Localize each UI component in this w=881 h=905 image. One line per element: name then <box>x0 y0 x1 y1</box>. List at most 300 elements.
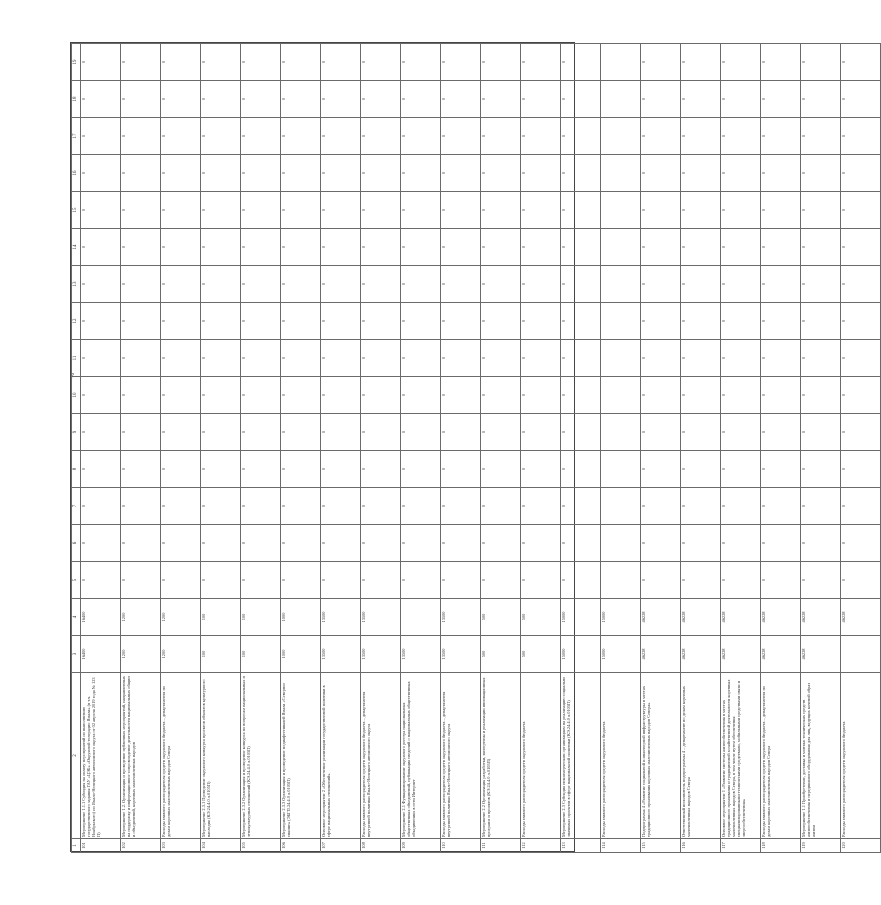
year-value-cell: 0 <box>481 81 521 118</box>
year-value-cell: 0 <box>761 81 801 118</box>
year-value-cell: 0 <box>281 118 321 155</box>
year-value-cell: 0 <box>361 525 401 562</box>
year-value-cell: 0 <box>841 340 881 377</box>
row-description-cell: Расходы главного распорядителя средств окружного бюджета <box>601 673 641 839</box>
year-value-cell: 0 <box>81 340 121 377</box>
column-number-1: 1 <box>72 839 81 853</box>
year-value-cell: 0 <box>681 414 721 451</box>
column-number-11: 11 <box>72 340 81 377</box>
year-value-cell: 0 <box>281 525 321 562</box>
year-value-cell: 0 <box>321 414 361 451</box>
row-number-cell: 117 <box>721 839 761 853</box>
row-description-cell: Мероприятие 1.1.1 Субсидия на оплату мероприятий по выполнению государственного задания ГАУ «ЦЭБ» «Окружной телерадио Ямала» (в т.ч. Ноябрьского) по Ямало-Ненецкого автономного округа от 02 апреля 2019 года № 123 П) <box>81 673 121 839</box>
table-row <box>761 44 801 853</box>
year-value-cell: 0 <box>401 44 441 81</box>
year-value-cell: 0 <box>281 451 321 488</box>
year-value-cell: 0 <box>481 488 521 525</box>
year-value-cell: 0 <box>281 562 321 599</box>
year-value-cell: 0 <box>321 229 361 266</box>
year-value-cell: 0 <box>81 229 121 266</box>
total-cell: 13500 <box>441 636 481 673</box>
year-value-cell <box>601 451 641 488</box>
year-value-cell: 0 <box>681 229 721 266</box>
year-value-cell: 0 <box>801 155 841 192</box>
year-value-cell: 0 <box>121 81 161 118</box>
year-value-cell: 0 <box>201 562 241 599</box>
row-number-cell: 112 <box>521 839 561 853</box>
row-number-cell: 119 <box>801 839 841 853</box>
row-description-cell: Основное мероприятие 2 «Обеспечение реализации государственной политики в сфере национальных отношений» <box>321 673 361 839</box>
year-value-cell <box>601 155 641 192</box>
total-cell: 15000 <box>601 636 641 673</box>
year-value-cell: 0 <box>321 155 361 192</box>
year-value-cell: 0 <box>761 488 801 525</box>
year-value-cell: 0 <box>441 562 481 599</box>
year-value-cell: 0 <box>641 562 681 599</box>
year-value-cell: 0 <box>801 266 841 303</box>
year-value-cell: 0 <box>401 525 441 562</box>
year-value-cell <box>601 488 641 525</box>
year-value-cell: 0 <box>641 525 681 562</box>
year-value-cell: 0 <box>481 155 521 192</box>
year-value-cell: 0 <box>561 340 601 377</box>
year-value-cell: 0 <box>201 155 241 192</box>
year-value-cell: 0 <box>641 377 681 414</box>
year-value-cell: 0 <box>401 303 441 340</box>
year-value-cell: 46228 <box>681 599 721 636</box>
year-value-cell: 0 <box>161 303 201 340</box>
year-value-cell: 0 <box>401 377 441 414</box>
year-value-cell: 0 <box>561 118 601 155</box>
total-cell: 100 <box>201 636 241 673</box>
table-row <box>521 44 561 853</box>
total-cell: 15000 <box>561 636 601 673</box>
year-value-cell: 0 <box>81 562 121 599</box>
year-value-cell: 0 <box>81 44 121 81</box>
header-row <box>72 44 81 853</box>
year-value-cell: 0 <box>321 118 361 155</box>
year-value-cell: 0 <box>161 451 201 488</box>
row-description-cell: Мероприятие 2.3 Субсидия некоммерческим организациям на реализацию социально значимых проектов в сфере национальной политики (KЭ.24.4.0 л.0105П) <box>561 673 601 839</box>
row-number-cell: 108 <box>361 839 401 853</box>
total-cell: 13500 <box>401 636 441 673</box>
year-value-cell: 0 <box>481 562 521 599</box>
total-cell: 46228 <box>681 636 721 673</box>
year-value-cell: 1200 <box>161 599 201 636</box>
year-value-cell: 0 <box>521 562 561 599</box>
year-value-cell: 0 <box>641 266 681 303</box>
year-value-cell: 0 <box>681 192 721 229</box>
year-value-cell: 0 <box>641 414 681 451</box>
year-value-cell: 0 <box>321 488 361 525</box>
year-value-cell: 0 <box>561 155 601 192</box>
year-value-cell: 0 <box>841 44 881 81</box>
year-value-cell: 0 <box>241 414 281 451</box>
year-value-cell: 0 <box>81 303 121 340</box>
year-value-cell: 0 <box>801 229 841 266</box>
year-value-cell: 0 <box>161 155 201 192</box>
year-value-cell: 0 <box>361 118 401 155</box>
year-value-cell: 0 <box>241 229 281 266</box>
year-value-cell <box>401 599 441 636</box>
year-value-cell: 0 <box>841 266 881 303</box>
column-number-6: 6 <box>72 525 81 562</box>
total-cell: 16400 <box>81 636 121 673</box>
row-description-cell: Мероприятие 1.2. Организация и проведение публичных мероприятий, направленных на поддержку и информационное сопровождение деятельности национальных общин и объединений, коренных малочисленных народов <box>121 673 161 839</box>
year-value-cell: 0 <box>361 266 401 303</box>
year-value-cell: 0 <box>81 451 121 488</box>
year-value-cell: 0 <box>361 155 401 192</box>
year-value-cell: 0 <box>441 266 481 303</box>
year-value-cell: 0 <box>361 562 401 599</box>
table-row <box>321 44 361 853</box>
year-value-cell: 0 <box>81 488 121 525</box>
year-value-cell: 0 <box>441 525 481 562</box>
total-cell: 100 <box>241 636 281 673</box>
year-value-cell: 0 <box>521 266 561 303</box>
year-value-cell: 0 <box>521 525 561 562</box>
year-value-cell: 0 <box>281 340 321 377</box>
table-row <box>601 44 641 853</box>
year-value-cell: 0 <box>481 44 521 81</box>
year-value-cell: 0 <box>121 340 161 377</box>
year-value-cell: 0 <box>801 377 841 414</box>
year-value-cell: 0 <box>641 303 681 340</box>
year-value-cell: 0 <box>721 44 761 81</box>
year-value-cell: 0 <box>521 44 561 81</box>
year-value-cell: 0 <box>441 81 481 118</box>
year-value-cell: 0 <box>681 303 721 340</box>
year-value-cell: 0 <box>201 488 241 525</box>
row-number-cell: 107 <box>321 839 361 853</box>
table-row <box>281 44 321 853</box>
year-value-cell: 0 <box>201 192 241 229</box>
year-value-cell: 0 <box>681 155 721 192</box>
year-value-cell: 0 <box>321 377 361 414</box>
year-value-cell: 0 <box>641 451 681 488</box>
year-value-cell: 0 <box>481 377 521 414</box>
year-value-cell: 0 <box>201 303 241 340</box>
table-row <box>641 44 681 853</box>
year-value-cell: 0 <box>481 340 521 377</box>
year-value-cell <box>601 303 641 340</box>
total-cell: 46228 <box>761 636 801 673</box>
year-value-cell: 0 <box>161 488 201 525</box>
year-value-cell: 0 <box>401 118 441 155</box>
year-value-cell: 46228 <box>801 599 841 636</box>
year-value-cell: 16400 <box>81 599 121 636</box>
row-number-cell: 109 <box>401 839 441 853</box>
year-value-cell: 0 <box>721 340 761 377</box>
year-value-cell: 0 <box>321 192 361 229</box>
column-number-13: 13 <box>72 266 81 303</box>
year-value-cell: 0 <box>241 44 281 81</box>
year-value-cell: 0 <box>161 266 201 303</box>
year-value-cell: 0 <box>841 303 881 340</box>
year-value-cell: 0 <box>401 229 441 266</box>
row-description-cell: Расходы главного распорядителя средств окружного бюджета – департамента внутренней политики Ямало-Ненецкого автономного округа <box>361 673 401 839</box>
year-value-cell: 0 <box>721 414 761 451</box>
year-value-cell <box>601 229 641 266</box>
year-value-cell: 1200 <box>121 599 161 636</box>
row-number-cell: 104 <box>201 839 241 853</box>
year-value-cell: 0 <box>801 525 841 562</box>
year-value-cell: 0 <box>561 377 601 414</box>
year-value-cell: 0 <box>441 414 481 451</box>
year-value-cell <box>601 340 641 377</box>
year-value-cell: 0 <box>161 81 201 118</box>
year-value-cell <box>601 266 641 303</box>
year-value-cell: 0 <box>841 81 881 118</box>
year-value-cell: 0 <box>241 340 281 377</box>
year-value-cell: 0 <box>361 303 401 340</box>
year-value-cell: 0 <box>441 155 481 192</box>
year-value-cell: 0 <box>361 377 401 414</box>
row-number-cell: 113 <box>561 839 601 853</box>
row-number-cell: 115 <box>641 839 681 853</box>
row-description-cell: Основное мероприятие 1 «Развитие системы жизнеобеспечения в местах традиционного проживания и традиционной хозяйственной деятельности коренных малочисленных народов Севера, в том числе путем обеспечения специализированными техническими средствами, мобильными средствами связи и энергообеспечения» <box>721 673 761 839</box>
year-value-cell: 0 <box>641 155 681 192</box>
year-value-cell: 0 <box>801 340 841 377</box>
column-number-7: 7 <box>72 488 81 525</box>
column-number-19: 19 <box>72 44 81 81</box>
year-value-cell: 0 <box>801 488 841 525</box>
year-value-cell: 0 <box>121 44 161 81</box>
year-value-cell: 13500 <box>321 599 361 636</box>
year-value-cell: 0 <box>561 44 601 81</box>
year-value-cell: 0 <box>681 562 721 599</box>
year-value-cell: 0 <box>481 192 521 229</box>
row-number-cell: 114 <box>601 839 641 853</box>
year-value-cell: 0 <box>841 155 881 192</box>
year-value-cell: 0 <box>441 118 481 155</box>
year-value-cell: 0 <box>721 229 761 266</box>
year-value-cell: 15000 <box>601 599 641 636</box>
year-value-cell: 0 <box>761 451 801 488</box>
year-value-cell: 0 <box>561 303 601 340</box>
year-value-cell: 0 <box>361 229 401 266</box>
row-number-cell: 105 <box>241 839 281 853</box>
year-value-cell: 0 <box>681 81 721 118</box>
year-value-cell: 0 <box>521 155 561 192</box>
table-row <box>361 44 401 853</box>
year-value-cell: 0 <box>841 229 881 266</box>
year-value-cell: 0 <box>681 340 721 377</box>
year-value-cell: 0 <box>801 118 841 155</box>
row-description-cell: Расходы главного распорядителя средств окружного бюджета – департамента по делам коренных малочисленных народов Севера <box>161 673 201 839</box>
column-number-8: 8 <box>72 451 81 488</box>
year-value-cell: 0 <box>321 266 361 303</box>
total-cell: 13500 <box>361 636 401 673</box>
year-value-cell: 0 <box>361 340 401 377</box>
year-value-cell: 0 <box>761 414 801 451</box>
year-value-cell: 0 <box>201 266 241 303</box>
year-value-cell: 0 <box>201 340 241 377</box>
year-value-cell: 0 <box>721 118 761 155</box>
column-number-12: 12 <box>72 303 81 340</box>
year-value-cell: 0 <box>721 192 761 229</box>
year-value-cell: 0 <box>241 377 281 414</box>
year-value-cell: 0 <box>801 414 841 451</box>
year-value-cell: 0 <box>321 451 361 488</box>
year-value-cell: 0 <box>241 266 281 303</box>
year-value-cell: 0 <box>761 562 801 599</box>
total-cell: 1200 <box>161 636 201 673</box>
row-description-cell: Ответственный исполнитель подпрограммы 4 – департамент по делам коренных малочисленных народов Севера <box>681 673 721 839</box>
year-value-cell: 0 <box>241 488 281 525</box>
year-value-cell: 0 <box>201 81 241 118</box>
year-value-cell: 0 <box>641 488 681 525</box>
year-value-cell: 0 <box>121 266 161 303</box>
row-description-cell: Расходы главного распорядителя средств окружного бюджета <box>521 673 561 839</box>
year-value-cell: 0 <box>841 118 881 155</box>
year-value-cell: 0 <box>281 266 321 303</box>
year-value-cell: 0 <box>681 377 721 414</box>
budget-table <box>71 43 881 853</box>
year-value-cell: 0 <box>81 192 121 229</box>
row-description-cell: Мероприятие 2.3.1 Проведение окружного конкурса проектов объектов культурного наследия (KЭ.24.4.0 л.0105П) <box>201 673 241 839</box>
table-row <box>801 44 841 853</box>
year-value-cell: 0 <box>81 266 121 303</box>
year-value-cell: 0 <box>161 192 201 229</box>
year-value-cell: 0 <box>201 525 241 562</box>
row-description-cell: Подпрограмма 4 «Развитие социальной и инженерной инфраструктуры в местах традиционного проживания коренных малочисленных народов Севера» <box>641 673 681 839</box>
year-value-cell: 0 <box>841 488 881 525</box>
year-value-cell: 0 <box>761 229 801 266</box>
table-frame <box>70 42 846 852</box>
year-value-cell: 0 <box>281 81 321 118</box>
year-value-cell <box>601 81 641 118</box>
year-value-cell: 0 <box>361 81 401 118</box>
year-value-cell: 0 <box>521 488 561 525</box>
year-value-cell: 0 <box>641 118 681 155</box>
year-value-cell: 0 <box>801 562 841 599</box>
row-number-cell: 101 <box>81 839 121 853</box>
year-value-cell: 0 <box>201 229 241 266</box>
row-number-cell: 106 <box>281 839 321 853</box>
year-value-cell: 1000 <box>281 599 321 636</box>
table-row <box>401 44 441 853</box>
total-cell: 500 <box>521 636 561 673</box>
year-value-cell: 0 <box>721 155 761 192</box>
year-value-cell: 0 <box>561 81 601 118</box>
year-value-cell: 0 <box>401 266 441 303</box>
year-value-cell: 0 <box>561 451 601 488</box>
column-number-15: 15 <box>72 192 81 229</box>
year-value-cell: 46228 <box>641 599 681 636</box>
year-value-cell: 0 <box>201 377 241 414</box>
year-value-cell: 0 <box>121 303 161 340</box>
year-value-cell: 0 <box>81 118 121 155</box>
column-number-14: 14 <box>72 229 81 266</box>
year-value-cell: 0 <box>721 525 761 562</box>
total-cell: 46228 <box>721 636 761 673</box>
year-value-cell: 0 <box>81 377 121 414</box>
year-value-cell: 0 <box>681 525 721 562</box>
year-value-cell: 0 <box>281 44 321 81</box>
year-value-cell: 0 <box>721 377 761 414</box>
year-value-cell: 0 <box>401 562 441 599</box>
year-value-cell: 0 <box>721 451 761 488</box>
column-number-3: 3 <box>72 636 81 673</box>
year-value-cell: 0 <box>121 525 161 562</box>
year-value-cell: 0 <box>721 81 761 118</box>
row-description-cell: Мероприятие 2.3.3 Организация и проведение медиафестивалей Ямала «Северное сияние» (ЭБГП.24.4.0 л.0105П) <box>281 673 321 839</box>
year-value-cell: 0 <box>521 451 561 488</box>
year-value-cell: 0 <box>441 229 481 266</box>
year-value-cell: 0 <box>321 44 361 81</box>
year-value-cell: 0 <box>561 192 601 229</box>
year-value-cell: 0 <box>401 81 441 118</box>
table-row <box>121 44 161 853</box>
total-cell <box>841 636 881 673</box>
year-value-cell: 0 <box>161 229 201 266</box>
row-description-cell: Расходы главного распорядителя средств окружного бюджета <box>841 673 881 839</box>
year-value-cell: 0 <box>81 414 121 451</box>
year-value-cell: 0 <box>721 488 761 525</box>
year-value-cell: 13500 <box>441 599 481 636</box>
table-row <box>561 44 601 853</box>
year-value-cell: 0 <box>201 414 241 451</box>
year-value-cell: 0 <box>681 488 721 525</box>
year-value-cell: 0 <box>161 562 201 599</box>
year-value-cell: 0 <box>481 118 521 155</box>
year-value-cell: 0 <box>681 44 721 81</box>
year-value-cell: 0 <box>761 303 801 340</box>
year-value-cell: 0 <box>121 414 161 451</box>
year-value-cell: 0 <box>841 525 881 562</box>
year-value-cell: 0 <box>401 414 441 451</box>
year-value-cell: 0 <box>121 488 161 525</box>
year-value-cell: 0 <box>321 525 361 562</box>
year-value-cell: 0 <box>561 562 601 599</box>
year-value-cell: 0 <box>481 266 521 303</box>
year-value-cell <box>601 44 641 81</box>
year-value-cell: 0 <box>721 562 761 599</box>
year-value-cell: 0 <box>521 118 561 155</box>
year-value-cell: 0 <box>721 303 761 340</box>
year-value-cell: 0 <box>441 377 481 414</box>
year-value-cell: 0 <box>681 118 721 155</box>
year-value-cell: 0 <box>241 562 281 599</box>
year-value-cell: 13500 <box>361 599 401 636</box>
year-value-cell <box>601 118 641 155</box>
year-value-cell: 0 <box>761 340 801 377</box>
year-value-cell: 100 <box>241 599 281 636</box>
year-value-cell: 0 <box>121 451 161 488</box>
year-value-cell: 0 <box>121 562 161 599</box>
row-number-cell: 118 <box>761 839 801 853</box>
year-value-cell <box>601 562 641 599</box>
year-value-cell: 0 <box>441 192 481 229</box>
year-value-cell: 0 <box>521 192 561 229</box>
year-value-cell: 0 <box>841 377 881 414</box>
column-number-10: 10 <box>72 377 81 414</box>
column-number-5: 5 <box>72 562 81 599</box>
year-value-cell: 0 <box>801 192 841 229</box>
year-value-cell: 0 <box>521 377 561 414</box>
year-value-cell: 0 <box>801 44 841 81</box>
row-description-cell: Расходы главного распорядителя средств окружного бюджета – департамента внутренней политики Ямало-Ненецкого автономного округа <box>441 673 481 839</box>
year-value-cell: 0 <box>361 488 401 525</box>
year-value-cell: 0 <box>161 377 201 414</box>
year-value-cell: 0 <box>641 229 681 266</box>
year-value-cell: 46228 <box>761 599 801 636</box>
year-value-cell: 0 <box>561 488 601 525</box>
column-number-2: 2 <box>72 673 81 839</box>
year-value-cell: 0 <box>401 451 441 488</box>
year-value-cell: 0 <box>481 303 521 340</box>
